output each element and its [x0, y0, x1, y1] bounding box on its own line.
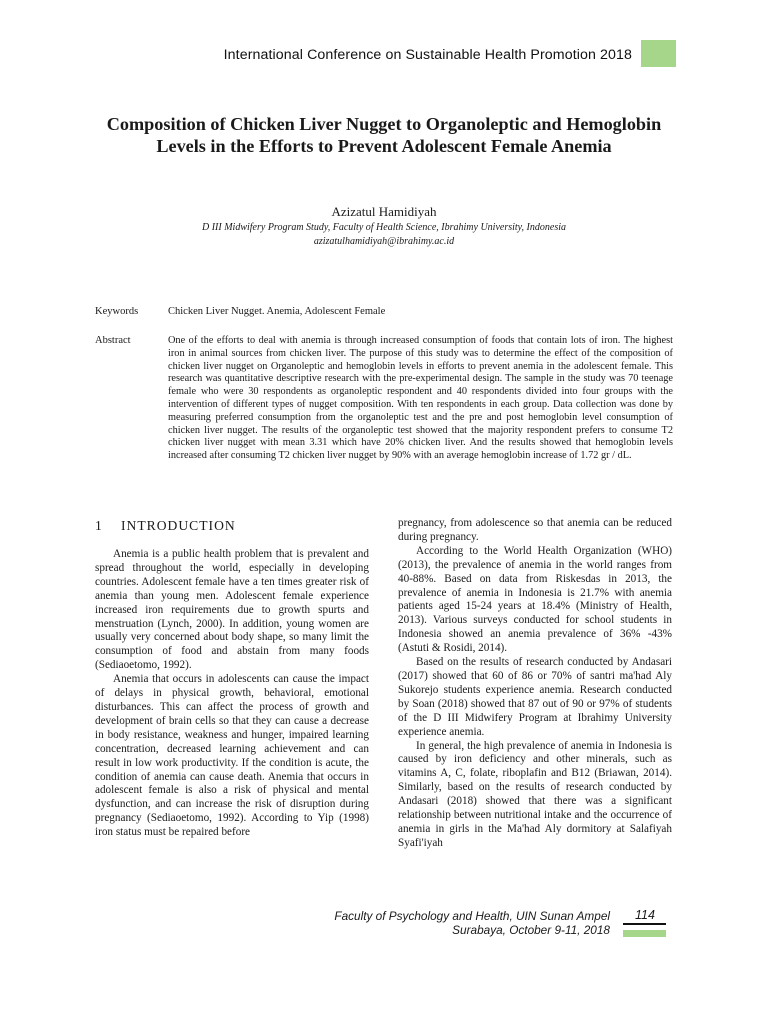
paragraph: According to the World Health Organization (WHO) (2013), the prevalence of anemia in the world ranges from 40-88%. Based on data from Riskesdas in 2013, the prevalence of anemia in Indonesia is 21.7% with anemia patients aged 15-24 years at 18.4% (Ministry of Health, 2013). Various surveys conducted for school students in Indonesia showed an anemia prevalence of 36% -43% (Astuti & Rosidi, 2014). [398, 544, 672, 655]
paragraph: In general, the high prevalence of anemia in Indonesia is caused by iron deficiency and other minerals, such as vitamins A, C, folate, riboplafin and B12 (Briawan, 2014). Similarly, based on the results of research conducted by Andasari (2018) showed that there was a significant relationship between nutritional intake and the occurrence of anemia in girls in the Ma'had Aly dormitory at Salafiyah Syafi'iyah [398, 739, 672, 849]
left-column [95, 548, 369, 840]
paper-title: Composition of Chicken Liver Nugget to Organoleptic and Hemoglobin Levels in the Efforts to Prevent Adolescent Female Anemia [106, 114, 662, 156]
header-accent-box [641, 40, 676, 67]
author-name: Azizatul Hamidiyah [331, 204, 437, 219]
footer-rule [623, 923, 666, 925]
paragraph: Anemia that occurs in adolescents can cause the impact of delays in physical growth, behavioral, emotional disturbances. This can affect the process of growth and development of brain cells so that they can cause a decrease in body resistance, weakness and hunger, impaired learning concentration, decreased learning achievement and can result in low work productivity. If the condition is acute, the condition of anemia can cause death. Anemia that occurs in adolescent female is also a risk of physical and mental dysfunction, and can increase the risk of disruption during pregnancy (Sediaoetomo, 1992). According to Yip (1998) iron status must be repaired before [95, 673, 369, 839]
keywords-text: Chicken Liver Nugget. Anemia, Adolescent Female [168, 306, 386, 317]
running-header: International Conference on Sustainable Health Promotion 2018 [223, 47, 632, 63]
paragraph: Based on the results of research conducted by Andasari (2017) showed that 60 of 86 or 70% of santri ma'had Aly Sukorejo students experience anemia. Research conducted by Soan (2018) showed that 87 out of 90 or 97% of students of the D III Midwifery Program at Ibrahimy University experience anemia. [398, 656, 672, 738]
keywords-label: Keywords [95, 306, 139, 317]
paragraph: Anemia is a public health problem that is prevalent and spread throughout the world, especially in developing countries. Adolescent female have a ten times greater risk of anemia than young men. Adolescent female experience increased iron requirements due to growth spurts and menstruation (Lynch, 2000). In addition, young women are usually very concerned about body shape, so many limit the consumption of food and abstain from many foods (Sediaoetomo, 1992). [95, 548, 369, 672]
author-affiliation: D III Midwifery Program Study, Faculty of Health Science, Ibrahimy University, Indonesia [202, 222, 566, 233]
abstract-text: One of the efforts to deal with anemia is through increased consumption of foods that contain lots of iron. The highest iron in animal sources from chicken liver. The purpose of this study was to determine the effect of the composition of chicken liver nugget on Organoleptic and hemoglobin levels in efforts to prevent anemia in the adolescent female. This research was quantitative descriptive research with the pre-experimental design. The sample in the study was 70 teenage female who were 30 respondents as organoleptic respondent and 40 respondents divided into four groups with the intervention of different types of nugget composition. With ten respondents in each group. Data collection was done by measuring preferred consumption from the organoleptic test and the pre and post hemoglobin level consumption of chicken liver nugget. The results of the organoleptic test showed that the majority respondent prefers to consume T2 chicken liver nugget with mean 3.31 which have 20% chicken liver. And the results showed that hemoglobin levels increased after consuming T2 chicken liver nugget by 90% with an average hemoglobin increase of 1.72 gr / dL. [168, 335, 673, 462]
page-number: 114 [635, 908, 655, 922]
footer-accent-bar [623, 930, 666, 937]
section-title: INTRODUCTION [121, 518, 236, 533]
abstract-label: Abstract [95, 335, 131, 346]
paragraph: pregnancy, from adolescence so that anemia can be reduced during pregnancy. [398, 517, 672, 543]
right-column [398, 517, 672, 851]
footer-location-date: Surabaya, October 9-11, 2018 [452, 923, 610, 937]
footer-institution: Faculty of Psychology and Health, UIN Sunan Ampel [334, 909, 610, 923]
section-heading [95, 518, 236, 534]
author-email: azizatulhamidiyah@ibrahimy.ac.id [313, 236, 455, 247]
section-number: 1 [95, 518, 103, 533]
